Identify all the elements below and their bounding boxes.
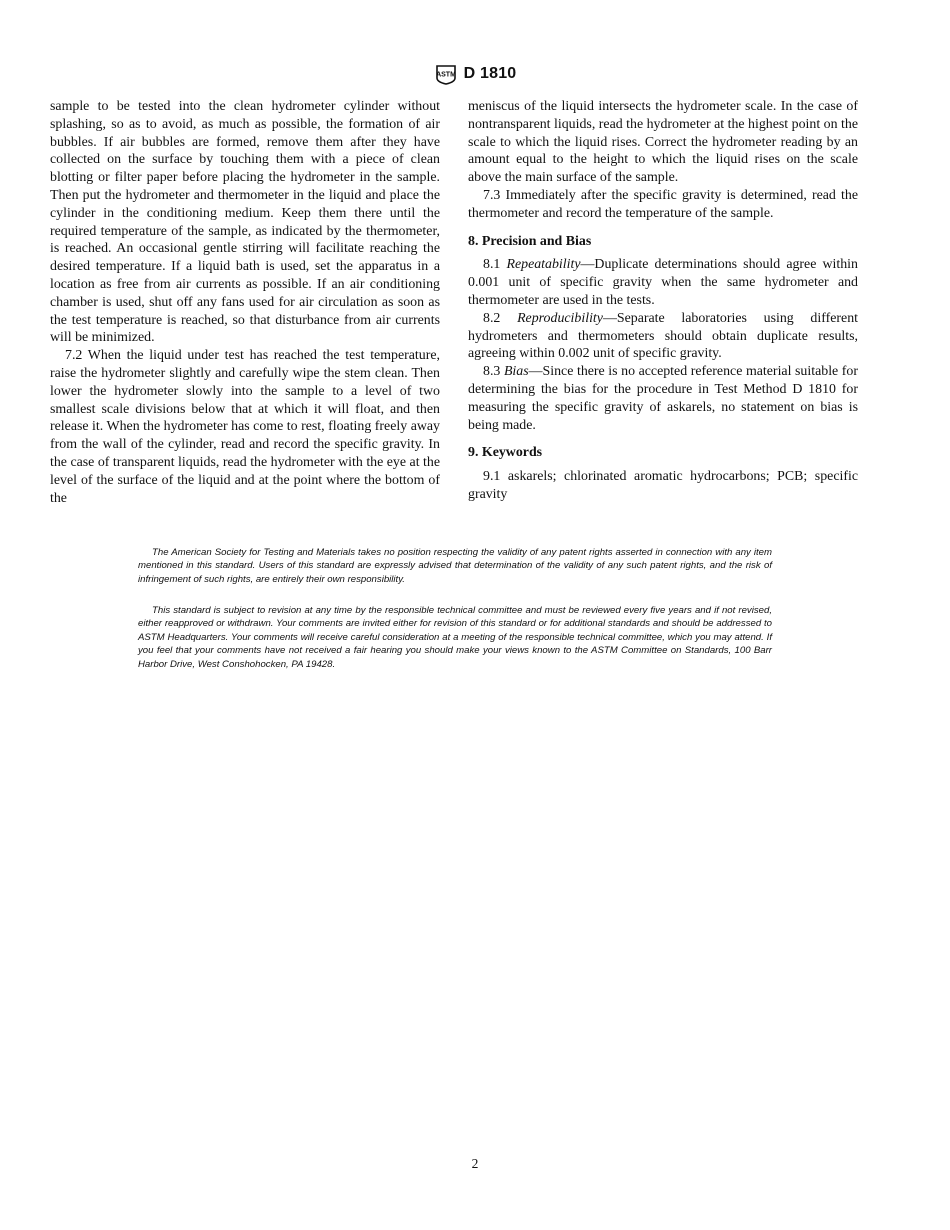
astm-logo-icon [434, 63, 458, 85]
section-number: 8.2 [483, 310, 518, 326]
revision-notice: This standard is subject to revision at any time by the responsible technical committee and must be reviewed every five years and if not revised, either reapproved or withdrawn. Your comments are invited either for revision of this standard or for additional standards and should be addressed to ASTM Headquarters. Your comments will receive careful consideration at a meeting of the responsible technical committee, which you may attend. If you feel that your comments have not received a fair hearing you should make your views known to the ASTM Committee on Standards, 100 Barr Harbor Drive, West Conshohocken, PA 19428. [138, 605, 772, 670]
heading-precision-and-bias: 8. Precision and Bias [468, 233, 592, 249]
paragraph-8-1 [468, 256, 858, 309]
term-repeatability: Repeatability [506, 257, 581, 273]
heading-keywords: 9. Keywords [468, 445, 543, 461]
bias-text: —Since there is no accepted reference material suitable for determining the bias for the procedure in Test Method D 1810 for measuring the specific gravity of askarels, no statement on bias is being made. [468, 364, 858, 433]
paragraph-8-2 [468, 310, 858, 363]
page-header [0, 62, 950, 86]
right-column [468, 98, 858, 504]
term-reproducibility: Reproducibility [517, 310, 603, 326]
section-number: 8.3 [483, 364, 504, 380]
paragraph-8-3 [468, 363, 858, 434]
page-number: 2 [471, 1156, 479, 1171]
paragraph-7-3: 7.3 Immediately after the specific gravity is determined, read the thermometer and record the temperature of the sample. [468, 187, 858, 221]
standard-designation: D 1810 [463, 65, 517, 82]
reproducibility-text: —Separate laboratories using different hydrometers and thermometers should obtain duplicate results, agreeing within 0.002 unit of specific gravity. [468, 310, 858, 362]
svg-text:ASTM: ASTM [435, 71, 456, 79]
repeatability-text: —Duplicate determinations should agree within 0.001 unit of specific gravity when the same hydrometer and thermometer are used in the tests. [468, 257, 858, 308]
term-bias: Bias [503, 364, 529, 380]
paragraph-meniscus: meniscus of the liquid intersects the hydrometer scale. In the case of nontransparent liquids, read the hydrometer at the highest point on the scale to which the liquid rises. Correct the hydrometer reading by an amount equal to the height to which the liquid rises on the scale above the main surface of the sample. [468, 99, 858, 186]
paragraph-7-2: 7.2 When the liquid under test has reached the test temperature, raise the hydrometer slightly and carefully wipe the stem clean. Then lower the hydrometer slowly into the sample to a level of two smallest scale divisions below that at which it will float, and then release it. When the hydrometer has come to rest, floating freely away from the wall of the cylinder, read and record the specific gravity. In the case of transparent liquids, read the hydrometer with the eye at the level of the surface of the liquid and at the point where the bottom of the [50, 348, 440, 506]
section-number: 8.1 [483, 257, 507, 273]
left-column [50, 98, 440, 507]
paragraph-sample-preparation: sample to be tested into the clean hydrometer cylinder without splashing, so as to avoid, as much as possible, the formation of air bubbles. If air bubbles are formed, remove them after they have collected on the surface by touching them with a piece of clean blotting or filter paper before placing the hydrometer in the sample. Then put the hydrometer and thermometer in the liquid and place the cylinder in the conditioning medium. Keep them there until the required temperature of the sample, as indicated by the thermometer, is reached. An occasional gentle stirring will facilitate reaching the desired temperature. If a liquid bath is used, set the apparatus in a location as free from air currents as possible. If an air conditioning chamber is used, shut off any fans used for air circulation as soon as the test temperature is reached, so that disturbance from air currents will be minimized. [50, 99, 440, 346]
patent-notice: The American Society for Testing and Materials takes no position respecting the validity of any patent rights asserted in connection with any item mentioned in this standard. Users of this standard are expressly advised that determination of the validity of any such patent rights, and the risk of infringement of such rights, are entirely their own responsibility. [138, 547, 772, 585]
paragraph-9-1: 9.1 askarels; chlorinated aromatic hydrocarbons; PCB; specific gravity [468, 469, 858, 502]
